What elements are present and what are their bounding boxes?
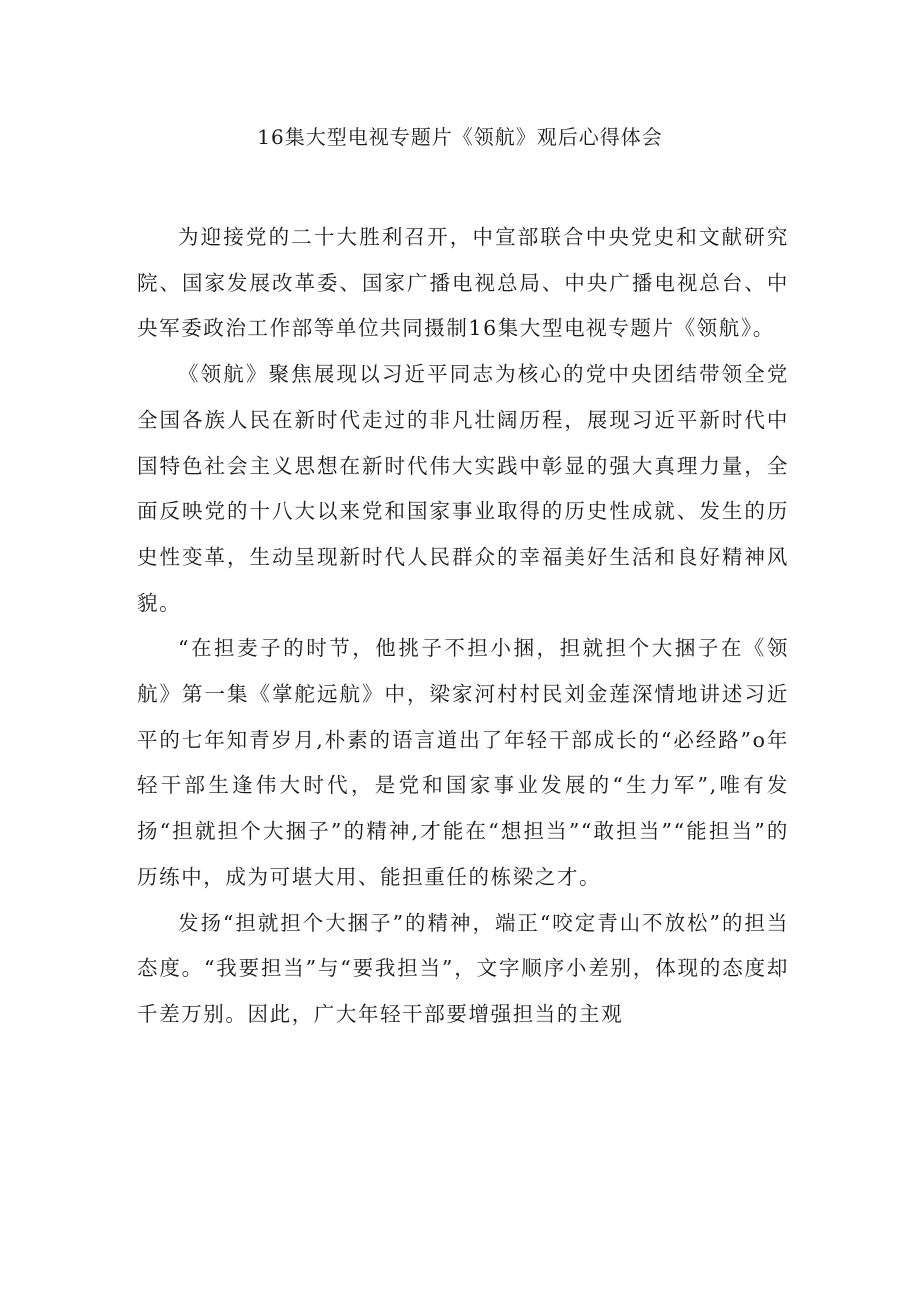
paragraph: “在担麦子的时节，他挑子不担小捆，担就担个大捆子在《领航》第一集《掌舵远航》中，梁家河村村民刘金莲深情地讲述习近平的七年知青岁月,朴素的语言道出了年轻干部成长的“必经路”o年轻干部生逢伟大时代，是党和国家事业发展的“生力军”,唯有发扬“担就担个大捆子”的精神,才能在“想担当”“敢担当”“能担当”的历练中，成为可堪大用、能担重任的栋梁之才。 [137, 636, 789, 889]
document-title: 16集大型电视专题片《领航》观后心得体会 [257, 125, 663, 149]
paragraph: 为迎接党的二十大胜利召开，中宣部联合中央党史和文献研究院、国家发展改革委、国家广播电视总局、中央广播电视总台、中央军委政治工作部等单位共同摄制16集大型电视专题片《领航》。 [137, 225, 789, 341]
paragraph: 发扬“担就担个大捆子”的精神，端正“咬定青山不放松”的担当态度。“我要担当”与“要我担当”，文字顺序小差别，体现的态度却千差万别。因此，广大年轻干部要增强担当的主观 [137, 910, 789, 1026]
paragraph: 《领航》聚焦展现以习近平同志为核心的党中央团结带领全党全国各族人民在新时代走过的非凡壮阔历程，展现习近平新时代中国特色社会主义思想在新时代伟大实践中彰显的强大真理力量，全面反映党的十八大以来党和国家事业取得的历史性成就、发生的历史性变革，生动呈现新时代人民群众的幸福美好生活和良好精神风貌。 [137, 362, 789, 615]
document-body [137, 215, 789, 1038]
